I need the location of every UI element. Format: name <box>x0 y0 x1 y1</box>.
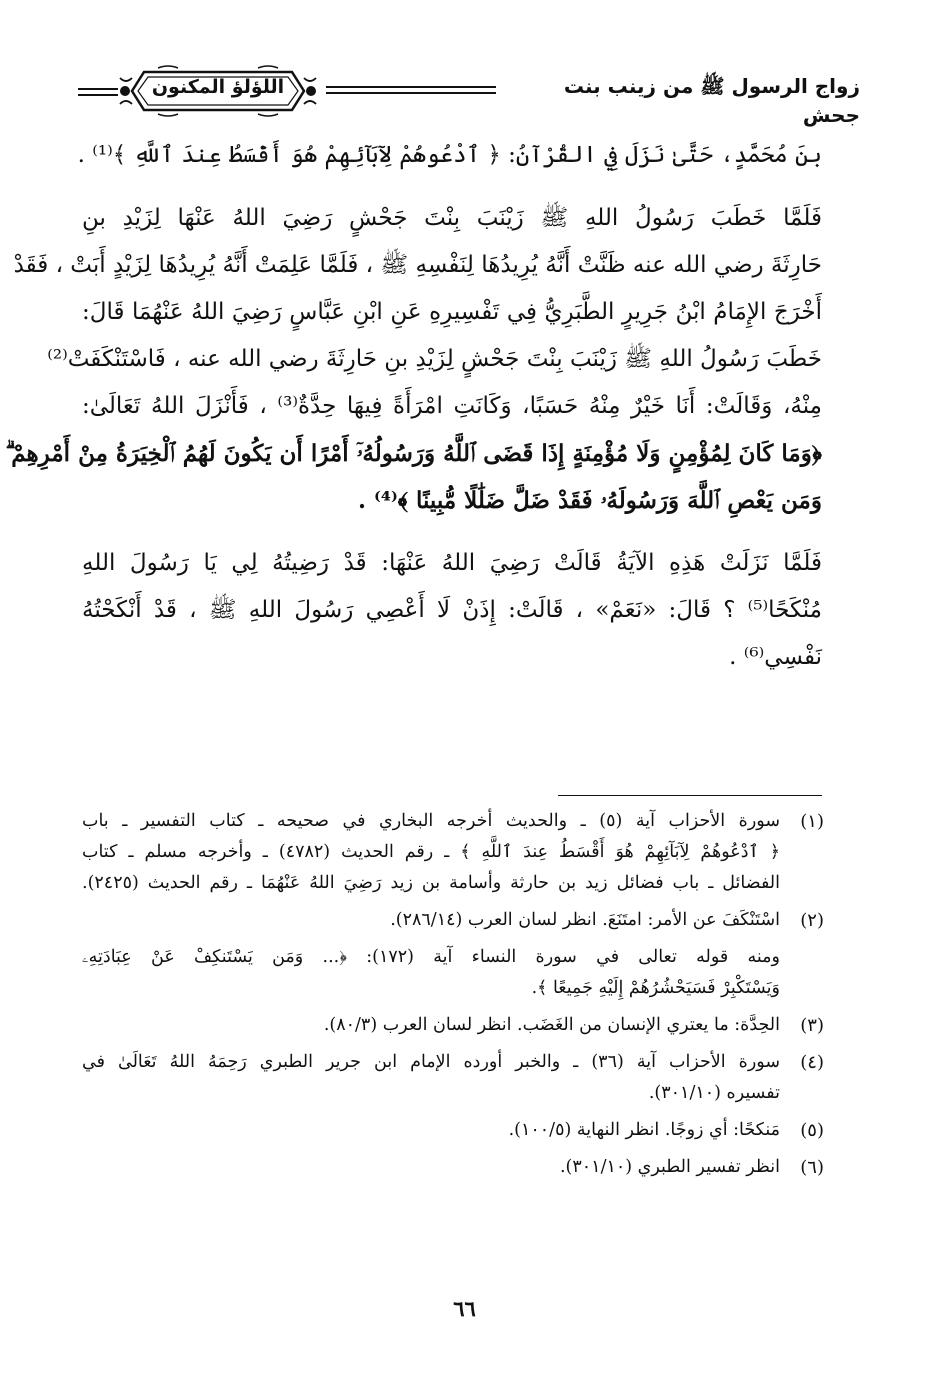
footnote-line: انظر تفسير الطبري (٣٠١/١٠). <box>559 1157 780 1177</box>
running-header <box>70 58 860 128</box>
body-line: فَلَمَّا نَزَلَتْ هَذِهِ الآيَةُ قَالَتْ رَضِيَ اللهُ عَنْهَا: قَدْ رَضِيتُهُ لِي يَا رَسُولَ اللهِ <box>82 550 822 576</box>
book-title: اللؤلؤ المكنون <box>151 76 285 98</box>
body-line: نَفْسِي⁽⁶⁾ . <box>729 644 822 670</box>
main-text <box>5 132 822 681</box>
footnote-line: تفسيره (٣٠١/١٠). <box>648 1083 780 1103</box>
footnote-number: (٣) <box>800 1015 824 1036</box>
quran-verse-line: ﴿وَمَا كَانَ لِمُؤْمِنٍ وَلَا مُؤْمِنَةٍ إِذَا قَضَى ٱللَّهُ وَرَسُولُهُۥٓ أَمْرًا أَن يَكُونَ لَهُمُ ٱلْخِيَرَةُ مِنْ أَمْرِهِمْ ۗ <box>5 440 822 467</box>
footnote-line: ﴿ ٱدْعُوهُمْ لِآبَآئِهِمْ هُوَ أَقْسَطُ عِندَ ٱللَّهِ ﴾ ـ رقم الحديث (٤٧٨٢) ـ وأخرجه مسلم ـ كتاب <box>82 842 780 862</box>
footnote-5 <box>82 1115 824 1146</box>
footnote-number: (٢) <box>800 910 824 931</box>
footnote-separator <box>558 795 822 796</box>
footnote-line: وَيَسْتَكْبِرْ فَسَيَحْشُرُهُمْ إِلَيْهِ جَمِيعًا ﴾. <box>531 978 780 998</box>
footnote-line: الفضائل ـ باب فضائل زيد بن حارثة وأسامة بن زيد رَضِيَ اللهُ عَنْهُمَا ـ رقم الحديث (٢٤٢٥). <box>82 873 780 893</box>
footnote-line: سورة الأحزاب آية (٥) ـ والحديث أخرجه البخاري في صحيحه ـ كتاب التفسير ـ باب <box>82 811 781 831</box>
page-number: ٦٦ <box>453 1296 476 1321</box>
body-line: فَلَمَّا خَطَبَ رَسُولُ اللهِ ﷺ زَيْنَبَ بِنْتَ جَحْشٍ رَضِيَ اللهُ عَنْهَا لِزَيْدِ بنِ <box>82 205 822 231</box>
footnote-line: اسْتَنْكَفَ عن الأمر: امتَنَعَ. انظر لسان العرب (٢٨٦/١٤). <box>390 910 780 930</box>
body-line: بنَ مُحَمَّدٍ، حَتَّىٰ نَزَلَ فِي القُرْآنُ: ﴿ ٱدْعُوهُمْ لِآبَآئِهِمْ هُوَ أَقْسَطُ عِندَ ٱللَّهِ ﴾⁽¹⁾ . <box>77 142 822 168</box>
footnote-line: ومنه قوله تعالى في سورة النساء آية (١٧٢): ﴿... وَمَن يَسْتَنكِفْ عَنْ عِبَادَتِهِۦ <box>82 947 780 967</box>
footnote-number: (٥) <box>800 1120 824 1141</box>
body-line: حَارِثَةَ رضي الله عنه ظَنَّتْ أَنَّهُ يُرِيدُهَا لِنَفْسِهِ ﷺ ، فَلَمَّا عَلِمَتْ أَنَّهُ يُرِيدُهَا لِزَيْدٍ أَبَتْ ، فَقَدْ <box>13 252 822 278</box>
footnote-number: (٦) <box>800 1157 824 1178</box>
footnote-number: (٤) <box>800 1052 824 1073</box>
footnote-3 <box>82 1010 824 1041</box>
footnote-2 <box>82 905 824 1004</box>
footnote-line: الحِدَّة: ما يعتري الإنسان من الغَضَب. انظر لسان العرب (٨٠/٣). <box>323 1015 780 1035</box>
body-line: خَطَبَ رَسُولُ اللهِ ﷺ زَيْنَبَ بِنْتَ جَحْشٍ لِزَيْدِ بنِ حَارِثَةَ رضي الله عنه ، فَاسْتَنْكَفَتْ⁽²⁾ <box>47 346 822 372</box>
header-rule-left <box>78 88 118 96</box>
footnote-4 <box>82 1047 824 1109</box>
footnote-line: مَنكحًا: أي زوجًا. انظر النهاية (١٠٠/٥). <box>508 1120 780 1140</box>
footnotes <box>82 806 824 1183</box>
body-line: أَخْرَجَ الإِمَامُ ابْنُ جَرِيرٍ الطَّبَرِيُّ فِي تَفْسِيرِهِ عَنِ ابْنِ عَبَّاسٍ رَضِيَ اللهُ عَنْهُمَا قَالَ: <box>82 299 822 325</box>
body-line: مِنْهُ، وَقَالَتْ: أَنَا خَيْرٌ مِنْهُ حَسَبًا، وَكَانَتِ امْرَأَةً فِيهَا حِدَّةٌ⁽³⁾ ، فَأَنْزَلَ اللهُ تَعَالَىٰ: <box>82 393 822 419</box>
book-title-ornament <box>118 64 318 118</box>
footnote-number: (١) <box>800 811 824 832</box>
footnote-1 <box>82 806 824 899</box>
header-rule-middle <box>326 86 496 94</box>
footnote-line: سورة الأحزاب آية (٣٦) ـ والخبر أورده الإمام ابن جرير الطبري رَحِمَهُ اللهُ تَعَالَىٰ في <box>82 1052 780 1072</box>
body-line: مُنْكَحًا⁽⁵⁾ ؟ قَالَ: «نَعَمْ» ، قَالَتْ: إِذَنْ لَا أَعْصِي رَسُولَ اللهِ ﷺ ، قَدْ أَنْكَحْتُهُ <box>82 597 822 623</box>
chapter-title: زواج الرسول ﷺ من زينب بنت جحش <box>563 74 860 127</box>
quran-verse-line: وَمَن يَعْصِ ٱللَّهَ وَرَسُولَهُۥ فَقَدْ ضَلَّ ضَلَٰلًا مُّبِينًا ﴾⁽⁴⁾ . <box>357 487 822 514</box>
footnote-6 <box>82 1152 824 1183</box>
